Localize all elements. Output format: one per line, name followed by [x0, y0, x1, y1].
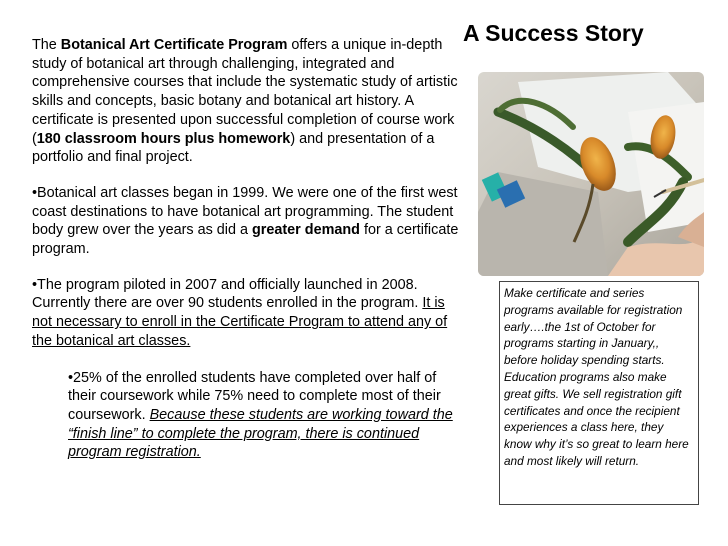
- photo-illustration: [478, 72, 704, 276]
- enrollment-note: It is not necessary to enroll in the Certificate Program to attend any of the botanical art classes.: [32, 295, 448, 349]
- marketing-tip-callout: Make certificate and series programs available for registration early….the 1st of October for programs starting in January,, before holiday spending starts. Education programs also make great gifts. We sell registration gift certificates and once the recipient experiences a class here, they know why it’s so great to learn here and most likely will return.: [499, 281, 699, 505]
- history-text: Botanical art classes began in 1999. We were one of the first west coast destinations to have botanical art programming. The student body grew over the years as did a: [32, 184, 458, 239]
- classroom-hours: 180 classroom hours plus homework: [36, 130, 291, 147]
- launch-bullet: [32, 276, 468, 351]
- completion-text: 25% of the enrolled students have completed over half of their coursework while 75% need to complete most of their coursework.: [68, 369, 441, 423]
- intro-prefix: The: [32, 37, 61, 53]
- history-bullet: [32, 184, 468, 259]
- finish-line-note: Because these students are working toward the “finish line” to complete the program, there is continued program registration.: [68, 406, 453, 461]
- slide-title: A Success Story: [463, 20, 644, 46]
- botanical-painting-photo: [478, 72, 704, 276]
- history-suffix: for a certificate program.: [32, 222, 459, 258]
- program-name: Botanical Art Certificate Program: [60, 37, 288, 53]
- intro-paragraph: [32, 36, 468, 167]
- completion-sub-bullet: [68, 369, 468, 463]
- intro-suffix: ) and presentation of a portfolio and final project.: [32, 130, 435, 166]
- greater-demand: greater demand: [251, 222, 360, 239]
- intro-body: offers a unique in-depth study of botanical art through challenging, integrated and comprehensive courses that include the systematic study of artistic skills and concepts, basic botany and botanical art history. A certificate is presented upon successful completion of course work (: [32, 37, 458, 147]
- launch-text: The program piloted in 2007 and officially launched in 2008. Currently there are over 90 students enrolled in the program.: [32, 276, 423, 312]
- main-text: [32, 36, 468, 462]
